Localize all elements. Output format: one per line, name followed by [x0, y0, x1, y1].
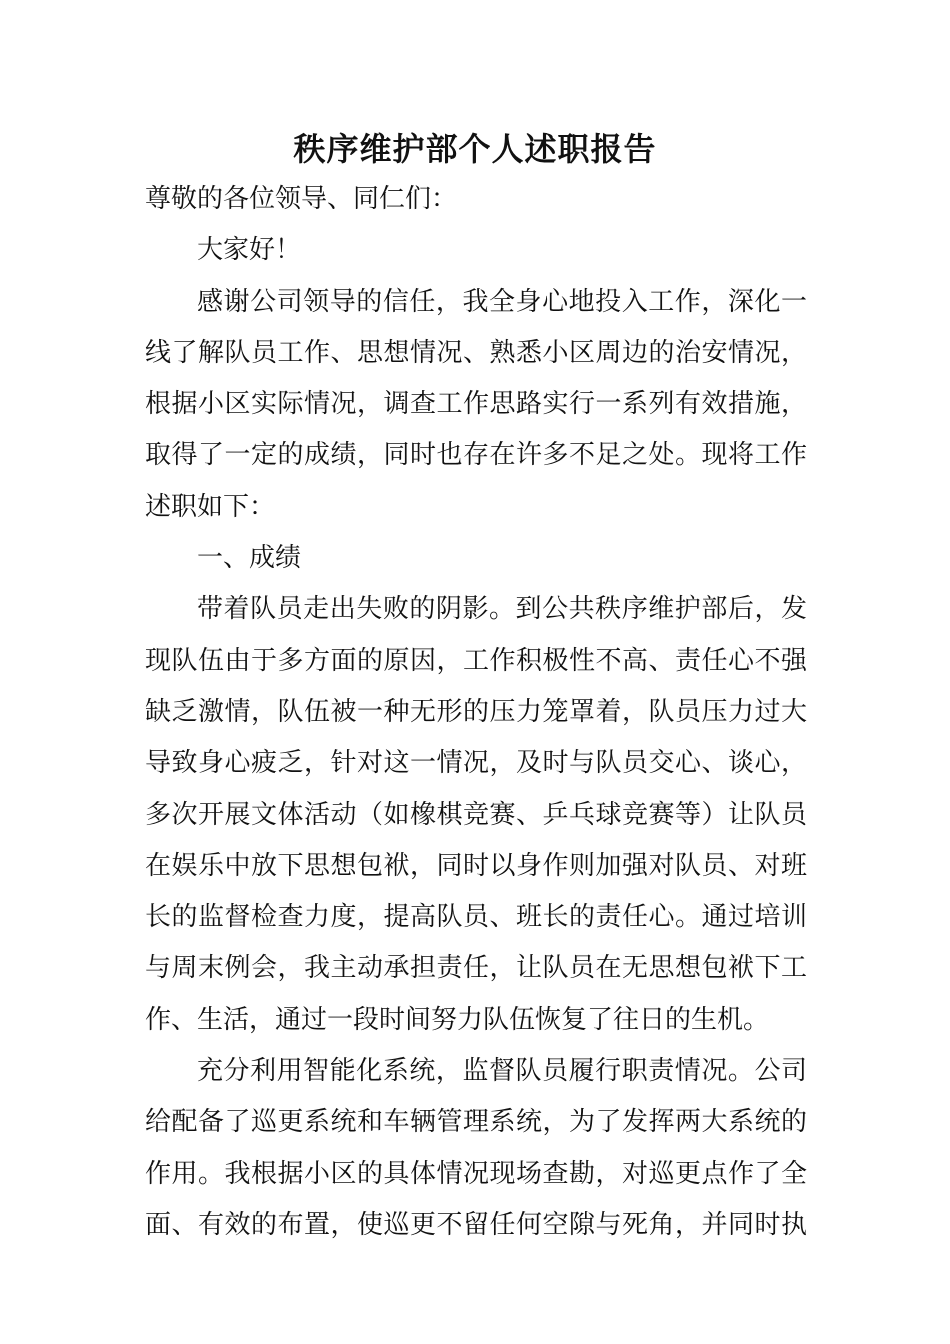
body-line: 根据小区实际情况，调查工作思路实行一系列有效措施， — [145, 389, 807, 420]
body-line: 在娱乐中放下思想包袱，同时以身作则加强对队员、对班 — [145, 850, 807, 881]
body-line: 一、成绩 — [197, 543, 302, 574]
document-title: 秩序维护部个人述职报告 — [293, 130, 657, 168]
body-line: 作用。我根据小区的具体情况现场查勘，对巡更点作了全 — [145, 1158, 807, 1189]
body-line: 线了解队员工作、思想情况、熟悉小区周边的治安情况， — [145, 337, 807, 368]
body-line: 作、生活，通过一段时间努力队伍恢复了往日的生机。 — [145, 1004, 770, 1035]
body-line: 感谢公司领导的信任，我全身心地投入工作，深化一 — [197, 286, 807, 317]
body-line: 缺乏激情，队伍被一种无形的压力笼罩着，队员压力过大 — [145, 696, 807, 727]
body-line: 面、有效的布置，使巡更不留任何空隙与死角，并同时执 — [145, 1209, 807, 1240]
body-line: 导致身心疲乏，针对这一情况，及时与队员交心、谈心， — [145, 748, 807, 779]
body-line: 大家好！ — [197, 235, 302, 266]
body-line: 充分利用智能化系统，监督队员履行职责情况。公司 — [197, 1056, 807, 1087]
body-line: 给配备了巡更系统和车辆管理系统，为了发挥两大系统的 — [145, 1107, 807, 1138]
body-line: 带着队员走出失败的阴影。到公共秩序维护部后，发 — [197, 594, 807, 625]
body-line: 述职如下： — [145, 491, 276, 522]
document-body — [145, 174, 807, 1251]
body-line: 与周末例会，我主动承担责任，让队员在无思想包袱下工 — [145, 953, 807, 984]
body-line: 多次开展文体活动（如橡棋竞赛、乒乓球竞赛等）让队员 — [145, 799, 807, 830]
body-line: 长的监督检查力度，提高队员、班长的责任心。通过培训 — [145, 902, 807, 933]
body-line: 取得了一定的成绩，同时也存在许多不足之处。现将工作 — [145, 440, 807, 471]
body-line: 现队伍由于多方面的原因，工作积极性不高、责任心不强 — [145, 645, 807, 676]
body-line: 尊敬的各位领导、同仁们： — [145, 184, 458, 214]
